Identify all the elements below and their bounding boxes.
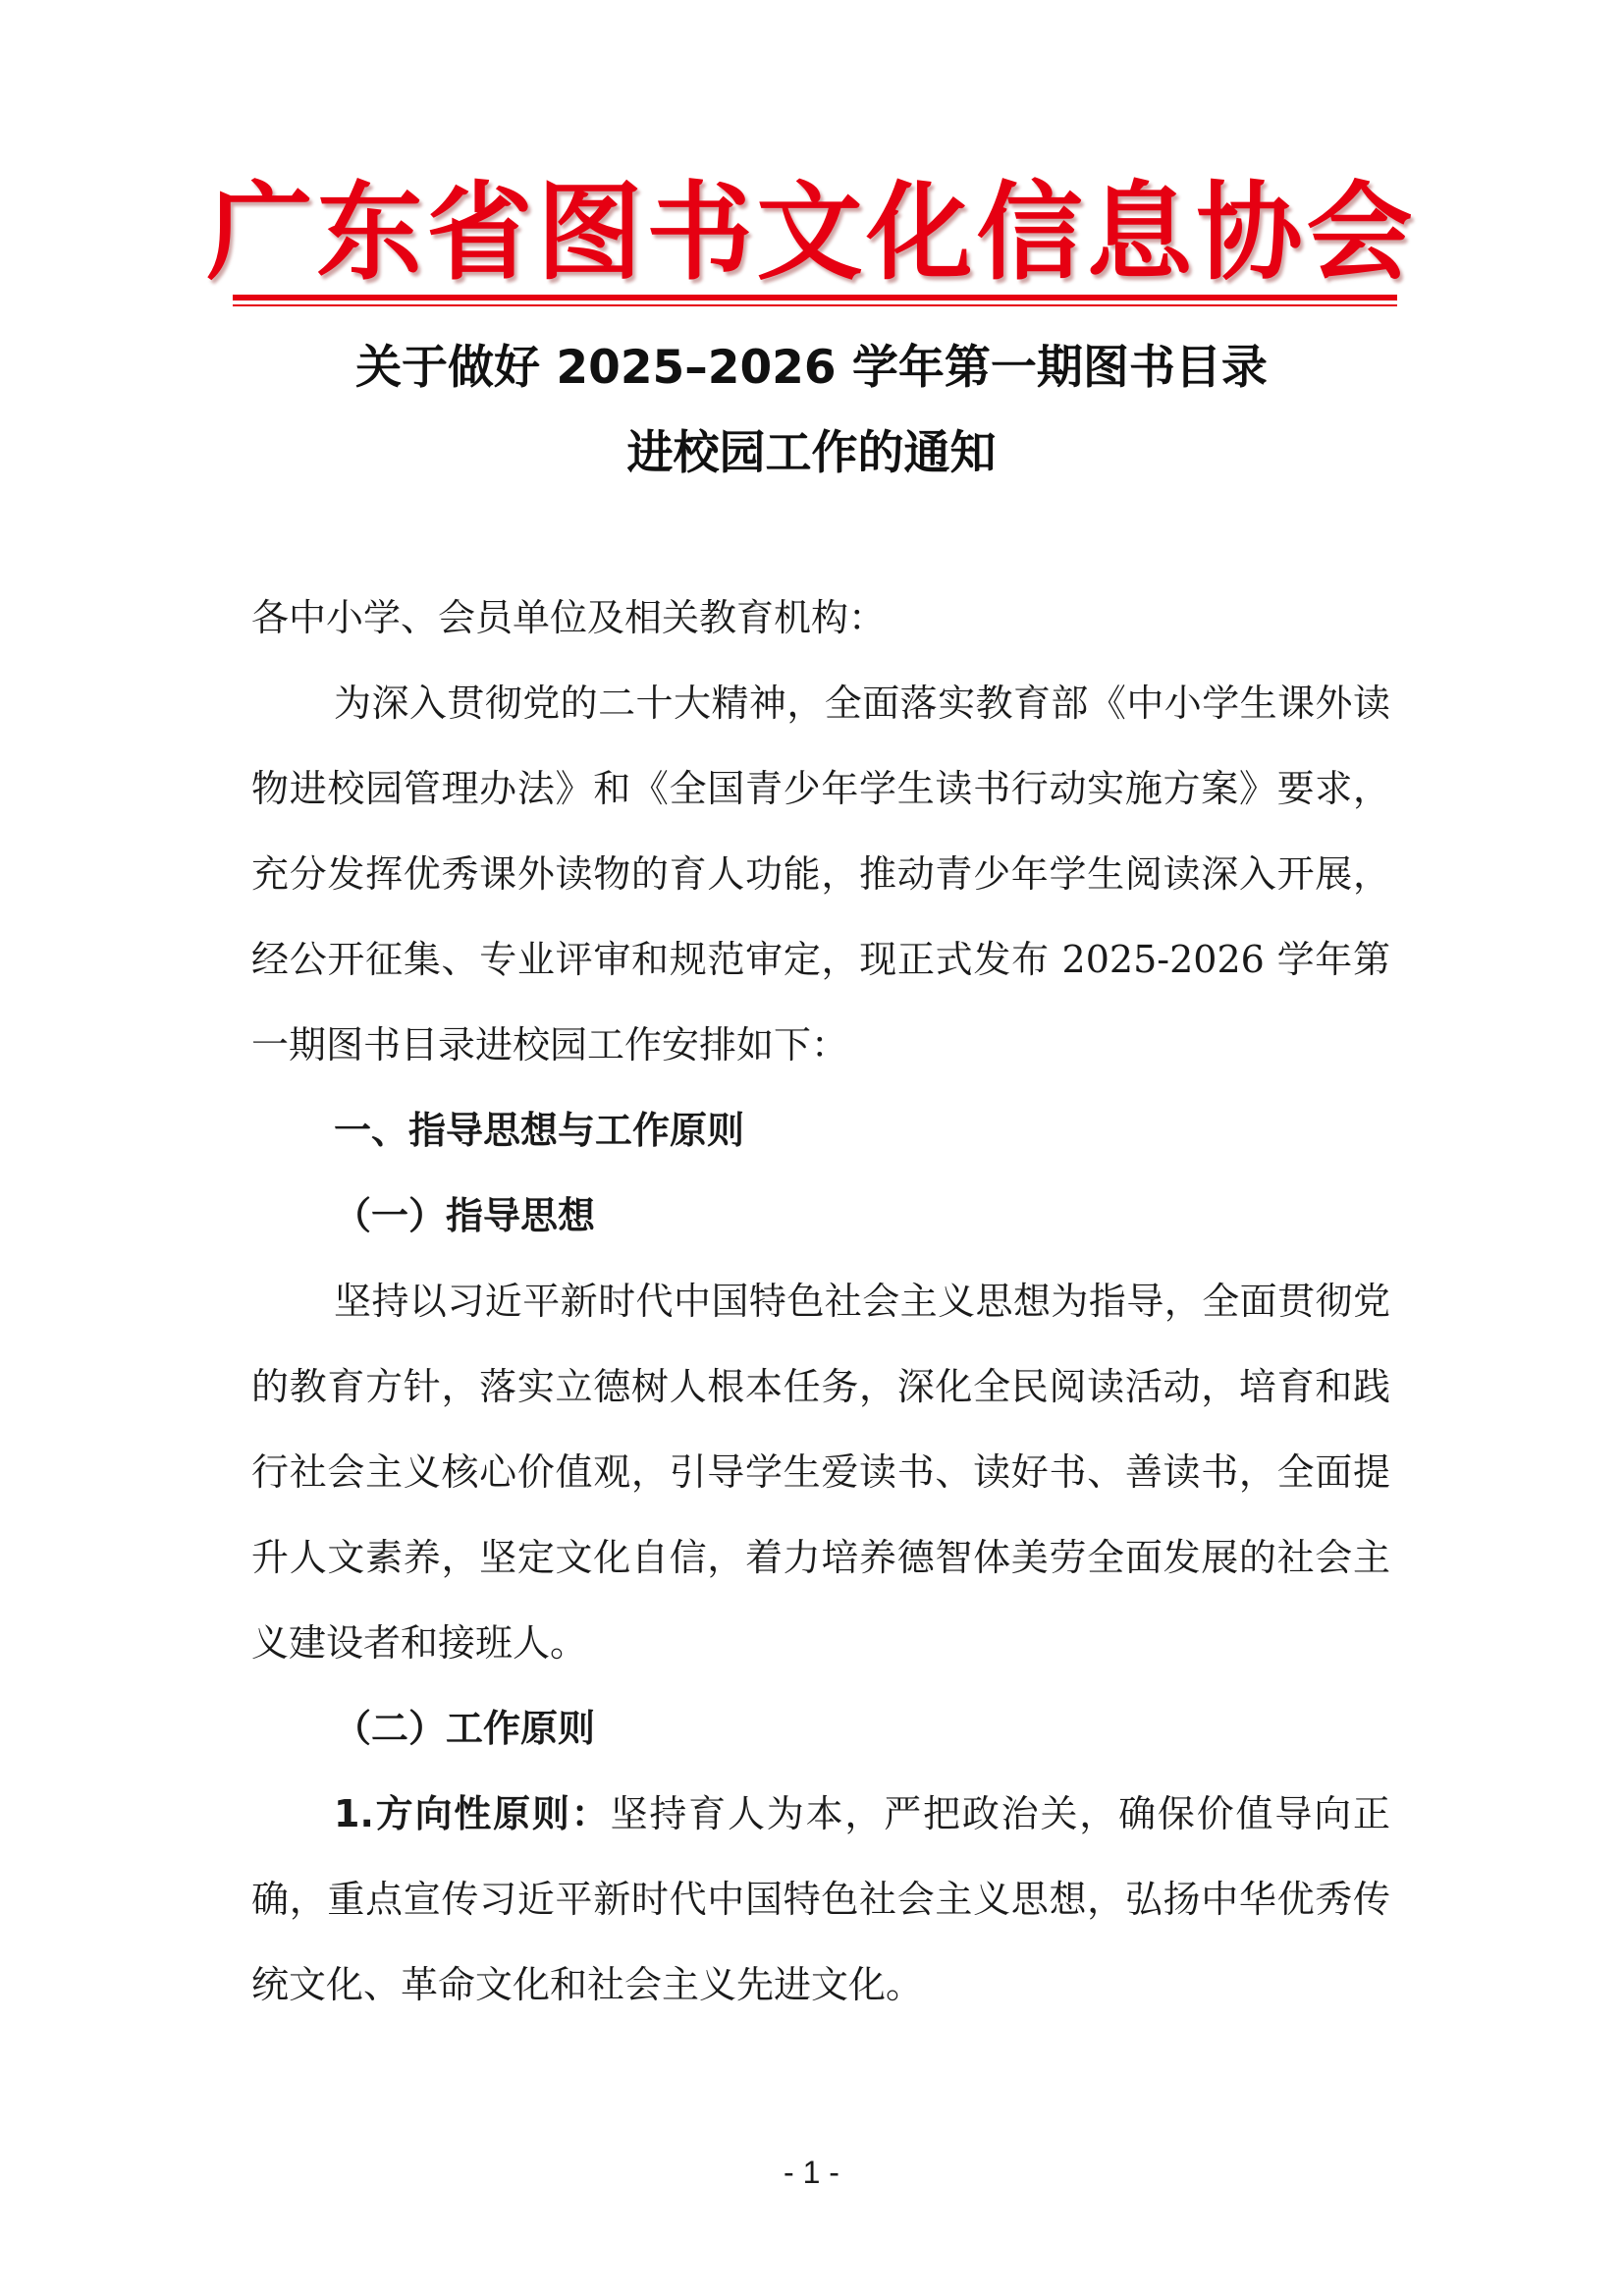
section-heading-1: 一、指导思想与工作原则 bbox=[334, 1109, 745, 1152]
principle-1-label: 1.方向性原则： bbox=[334, 1792, 611, 1835]
page-number: - 1 - bbox=[784, 2155, 839, 2190]
intro-paragraph: 为深入贯彻党的二十大精神，全面落实教育部《中小学生课外读物进校园管理办法》和《全国青少年学生读书行动实施方案》要求，充分发挥优秀课外读物的育人功能，推动青少年学生阅读深入开展，经公开征集、专业评审和规范审定，现正式发布 2025-2026 学年第一期图书目录进校园工作安排如下： bbox=[251, 682, 1390, 1066]
subsection-heading-work-principles: （二）工作原则 bbox=[334, 1707, 596, 1750]
masthead-red-rule-thick bbox=[233, 295, 1397, 301]
principle-1-text: 坚持育人为本，严把政治关，确保价值导向正确，重点宣传习近平新时代中国特色社会主义思想，弘扬中华优秀传统文化、革命文化和社会主义先进文化。 bbox=[251, 1792, 1390, 2006]
principle-1-paragraph bbox=[251, 1772, 1390, 2028]
notice-title-line1: 关于做好 2025–2026 学年第一期图书目录 bbox=[355, 341, 1268, 395]
subsection-heading-guiding-ideology: （一）指导思想 bbox=[334, 1194, 596, 1237]
salutation: 各中小学、会员单位及相关教育机构： bbox=[251, 596, 887, 639]
notice-title-line2: 进校园工作的通知 bbox=[626, 426, 997, 480]
notice-body bbox=[251, 575, 1390, 2028]
masthead-red-rule-thin bbox=[233, 304, 1397, 306]
org-masthead: 广东省图书文化信息协会 bbox=[206, 172, 1417, 295]
guiding-ideology-paragraph: 坚持以习近平新时代中国特色社会主义思想为指导，全面贯彻党的教育方针，落实立德树人根本任务，深化全民阅读活动，培育和践行社会主义核心价值观，引导学生爱读书、读好书、善读书，全面提升人文素养，坚定文化自信，着力培养德智体美劳全面发展的社会主义建设者和接班人。 bbox=[251, 1280, 1390, 1665]
